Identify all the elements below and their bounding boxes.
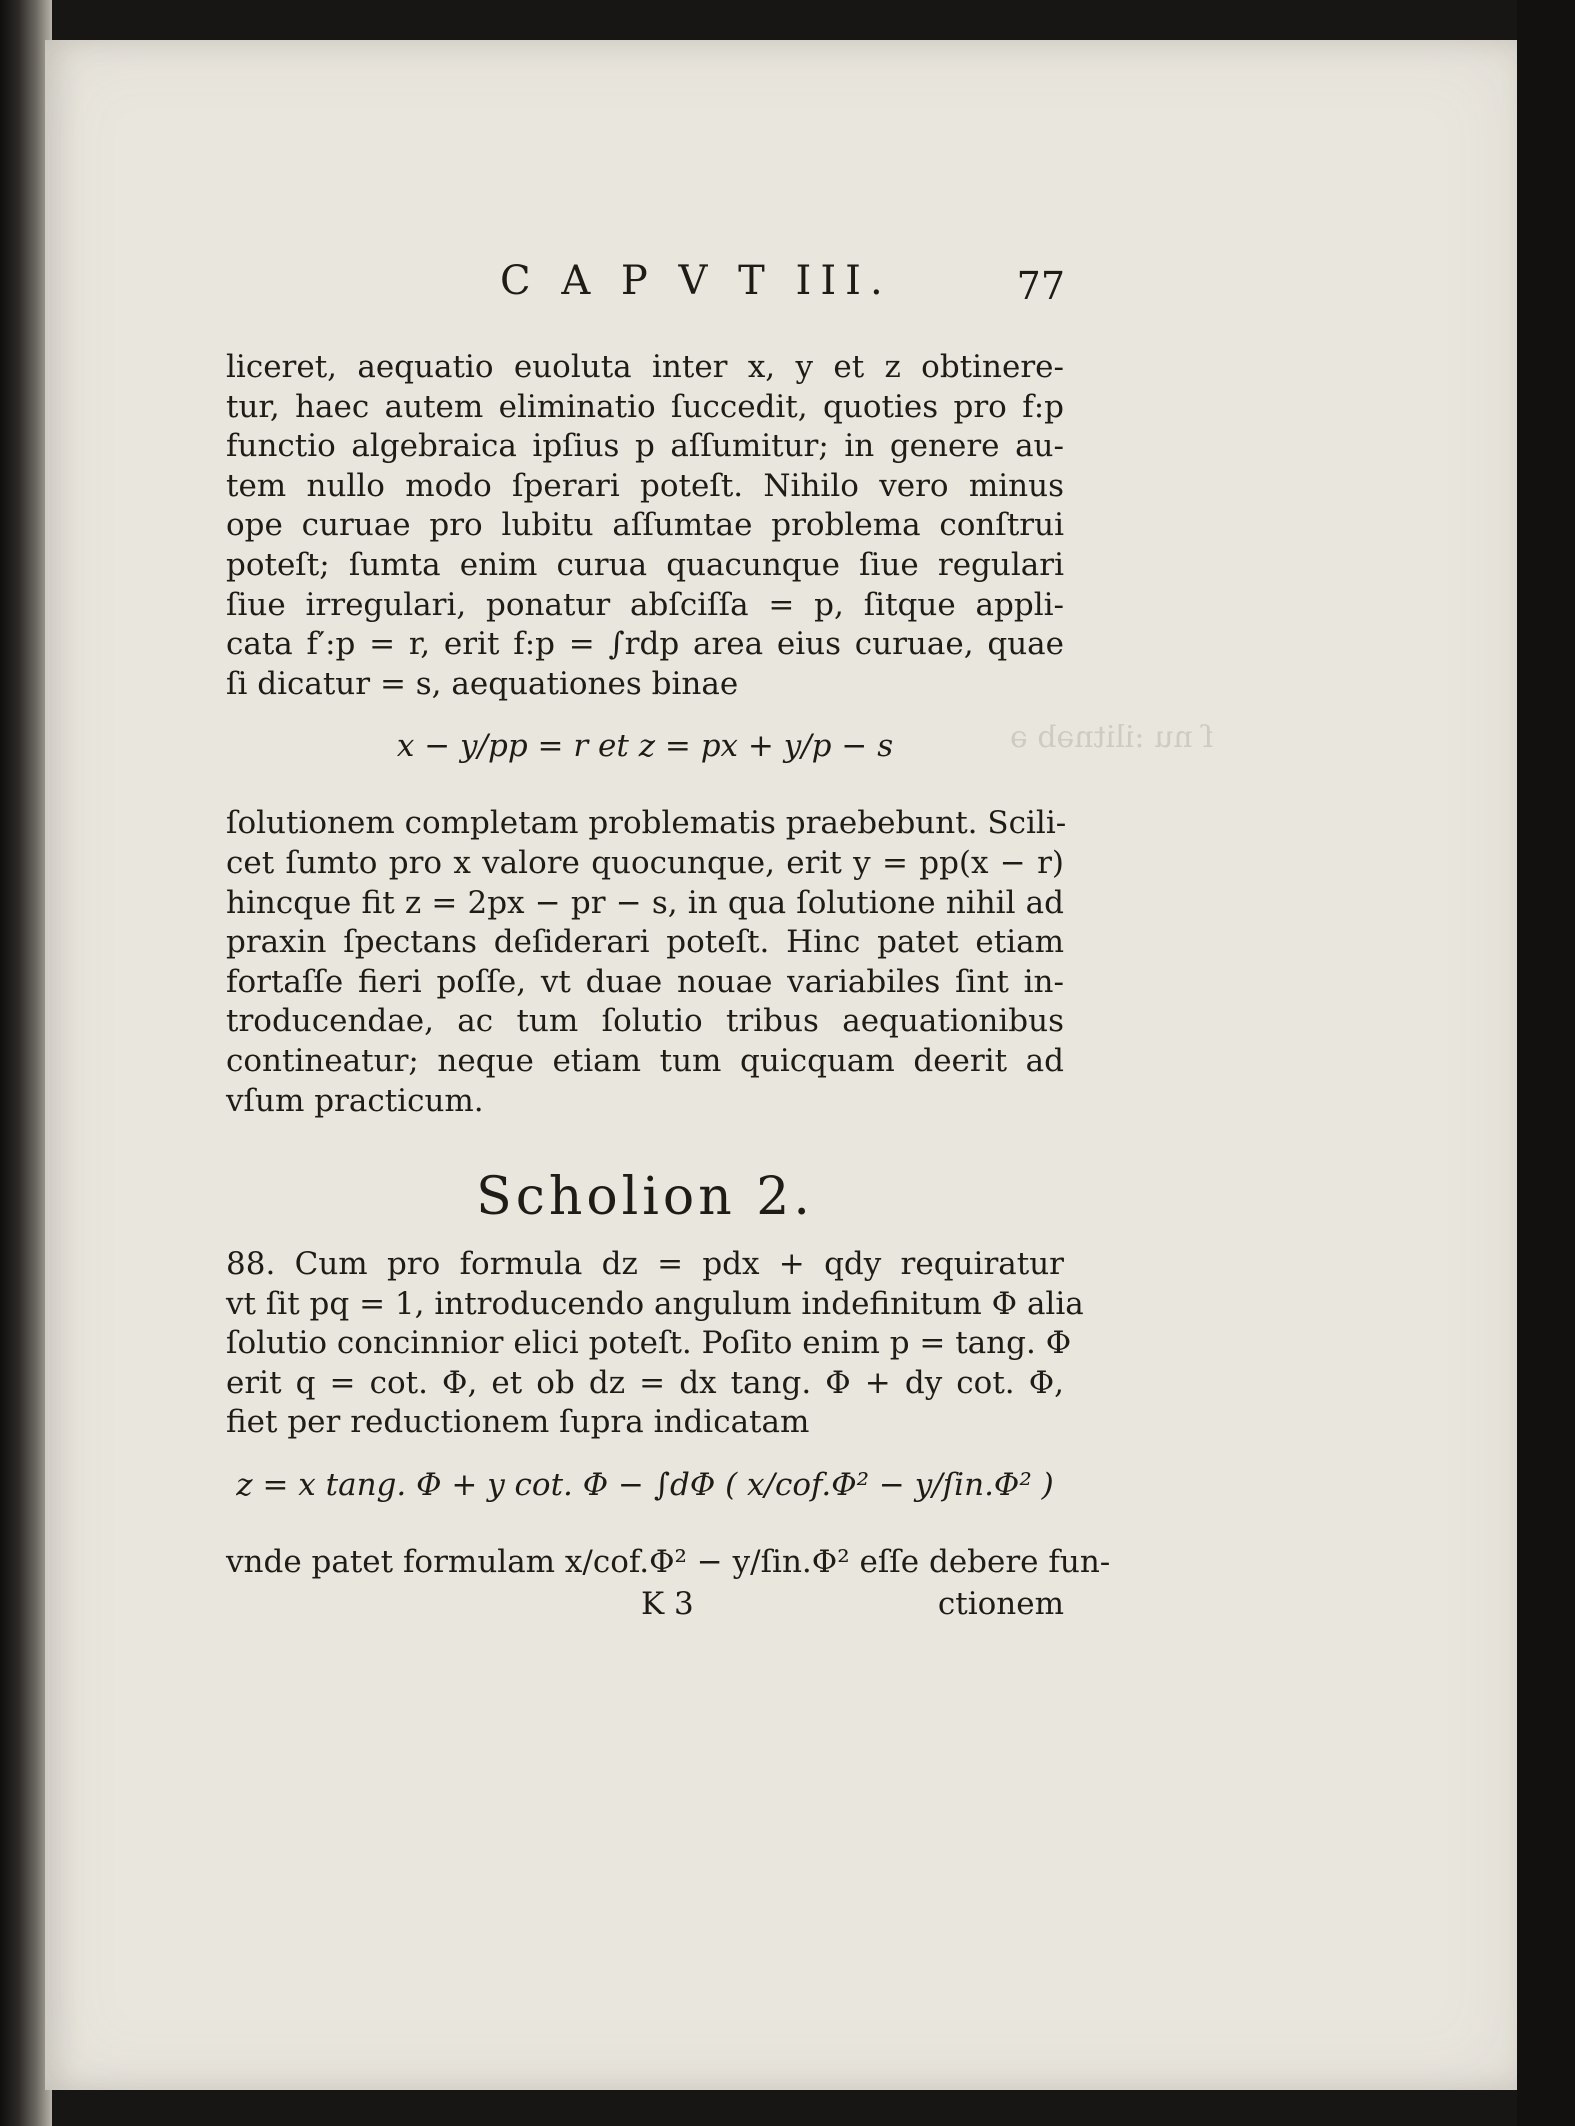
text-line: ope curuae pro lubitu aſſumtae problema conſtrui [226, 507, 1064, 544]
section-heading: Scholion 2. [476, 1167, 814, 1228]
text-line: 88. Cum pro formula dz = pdx + qdy requiratur [226, 1246, 1064, 1283]
page-number: 77 [1016, 264, 1065, 308]
text-line: vſum practicum. [226, 1082, 484, 1119]
text-line: vnde patet formulam x/cof.Φ² − y/ſin.Φ² eſſe debere fun- [226, 1544, 1111, 1581]
text-line: tur, haec autem eliminatio ſuccedit, quoties pro f:p [226, 388, 1064, 425]
paragraph-4 [226, 1543, 1111, 1583]
paragraph-2 [226, 804, 1067, 1121]
chapter-heading: C A P V T III. [500, 258, 892, 304]
text-line: tem nullo modo ſperari poteſt. Nihilo vero minus [226, 467, 1064, 504]
bleed-through-text: ſ nu :ilitnəb ǝ [1010, 720, 1214, 755]
text-line: fortaſſe fieri poſſe, vt duae nouae variabiles ſint in- [226, 963, 1064, 1000]
paragraph-1 [226, 348, 1064, 704]
text-line: cet ſumto pro x valore quocunque, erit y = pp(x − r) [226, 844, 1064, 881]
text-line: vt ſit pq = 1, introducendo angulum indefinitum Φ alia [226, 1285, 1084, 1322]
background-shadow [1517, 0, 1575, 2126]
equation-1: x − y/pp = r et z = px + y/p − s [396, 728, 894, 765]
text-line: erit q = cot. Φ, et ob dz = dx tang. Φ + dy cot. Φ, [226, 1364, 1065, 1401]
running-head [235, 258, 1065, 318]
signature-mark: K 3 [641, 1585, 694, 1622]
text-line: praxin ſpectans deſiderari poteſt. Hinc patet etiam [226, 924, 1064, 961]
page-footer [226, 1585, 1064, 1627]
text-line: troducendae, ac tum ſolutio tribus aequationibus [226, 1003, 1064, 1040]
text-line: contineatur; neque etiam tum quicquam deerit ad [226, 1042, 1064, 1079]
text-line: fiet per reductionem ſupra indicatam [226, 1404, 810, 1441]
text-line: hincque fit z = 2px − pr − s, in qua ſolutione nihil ad [226, 884, 1064, 921]
text-line: ſolutio concinnior elici poteſt. Poſito enim p = tang. Φ [226, 1325, 1072, 1362]
equation-2: z = x tang. Φ + y cot. Φ − ∫dΦ ( x/cof.Φ² − y/ſin.Φ² ) [236, 1467, 1054, 1504]
main-text [226, 348, 1111, 1627]
text-line: functio algebraica ipſius p aſſumitur; in genere au- [226, 428, 1064, 465]
paragraph-3 [226, 1245, 1084, 1443]
text-line: poteſt; ſumta enim curua quacunque ſiue regulari [226, 546, 1064, 583]
text-line: liceret, aequatio euoluta inter x, y et z obtinere- [226, 349, 1064, 385]
catchword: ctionem [937, 1585, 1064, 1622]
text-line: ſolutionem completam problematis praebebunt. Scili- [226, 805, 1067, 842]
text-line: cata f′:p = r, erit f:p = ∫rdp area eius curuae, quae [226, 626, 1064, 663]
text-line: ſi dicatur = s, aequationes binae [226, 665, 739, 702]
text-line: ſiue irregulari, ponatur abſciſſa = p, ſitque appli- [226, 586, 1064, 623]
